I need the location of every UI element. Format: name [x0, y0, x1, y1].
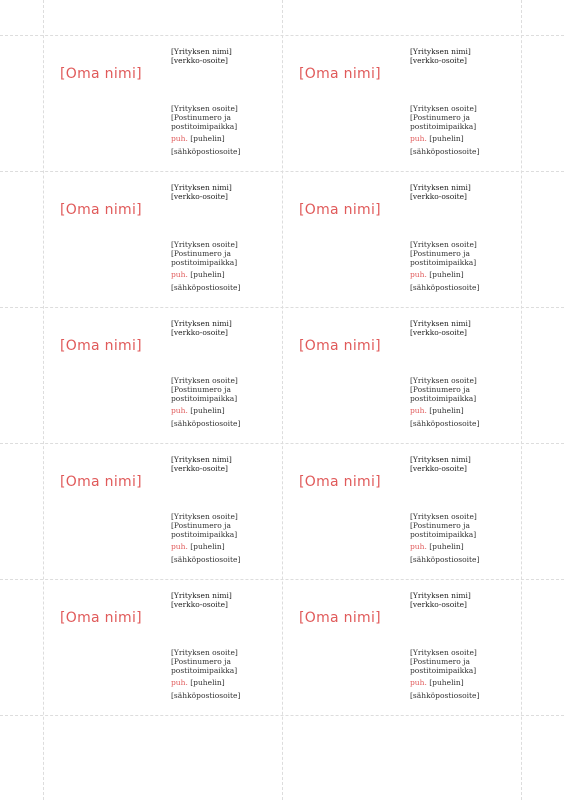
phone-label: puh.	[171, 542, 188, 551]
postal-city-line: postitoimipaikka]	[171, 666, 238, 675]
phone-label: puh.	[410, 270, 427, 279]
postal-city-line: postitoimipaikka]	[410, 258, 477, 267]
web-address: [verkko-osoite]	[171, 464, 228, 473]
phone-number: [puhelin]	[190, 270, 225, 279]
street-address: [Yrityksen osoite]	[171, 104, 238, 113]
web-address: [verkko-osoite]	[410, 464, 467, 473]
street-address: [Yrityksen osoite]	[171, 240, 238, 249]
business-card[interactable]	[43, 307, 282, 443]
phone-label: puh.	[171, 406, 188, 415]
card-owner-name: [Oma nimi]	[299, 66, 381, 82]
company-name: [Yrityksen nimi]	[171, 591, 232, 600]
phone-line	[171, 270, 240, 279]
phone-line	[171, 406, 240, 415]
postal-city-line: postitoimipaikka]	[171, 394, 238, 403]
phone-number: [puhelin]	[190, 678, 225, 687]
postal-code-line: [Postinumero ja	[171, 249, 231, 258]
postal-code-line: [Postinumero ja	[410, 385, 470, 394]
phone-number: [puhelin]	[190, 134, 225, 143]
card-owner-name: [Oma nimi]	[60, 474, 142, 490]
card-owner-name: [Oma nimi]	[60, 202, 142, 218]
web-address: [verkko-osoite]	[410, 192, 467, 201]
phone-label: puh.	[171, 134, 188, 143]
phone-label: puh.	[410, 134, 427, 143]
postal-city-line: postitoimipaikka]	[410, 122, 477, 131]
business-card[interactable]	[282, 171, 521, 307]
company-name: [Yrityksen nimi]	[171, 183, 232, 192]
phone-line	[171, 678, 240, 687]
email-address: [sähköpostiosoite]	[171, 419, 241, 428]
postal-city-line: postitoimipaikka]	[171, 258, 238, 267]
phone-number: [puhelin]	[190, 542, 225, 551]
cut-guide-horizontal	[0, 715, 564, 716]
phone-number: [puhelin]	[429, 678, 464, 687]
phone-number: [puhelin]	[429, 406, 464, 415]
street-address: [Yrityksen osoite]	[410, 648, 477, 657]
phone-line	[410, 542, 479, 551]
web-address: [verkko-osoite]	[410, 56, 467, 65]
email-address: [sähköpostiosoite]	[171, 555, 241, 564]
business-card[interactable]	[282, 443, 521, 579]
phone-line	[410, 678, 479, 687]
company-name: [Yrityksen nimi]	[171, 455, 232, 464]
company-name: [Yrityksen nimi]	[410, 591, 471, 600]
street-address: [Yrityksen osoite]	[410, 104, 477, 113]
cut-guide-vertical	[521, 0, 522, 800]
web-address: [verkko-osoite]	[410, 328, 467, 337]
postal-city-line: postitoimipaikka]	[410, 394, 477, 403]
company-name: [Yrityksen nimi]	[410, 455, 471, 464]
postal-code-line: [Postinumero ja	[410, 113, 470, 122]
phone-label: puh.	[410, 542, 427, 551]
business-card[interactable]	[282, 307, 521, 443]
email-address: [sähköpostiosoite]	[410, 283, 480, 292]
card-owner-name: [Oma nimi]	[299, 202, 381, 218]
business-card[interactable]	[43, 171, 282, 307]
phone-number: [puhelin]	[429, 270, 464, 279]
company-name: [Yrityksen nimi]	[410, 319, 471, 328]
phone-label: puh.	[171, 270, 188, 279]
phone-label: puh.	[410, 406, 427, 415]
postal-code-line: [Postinumero ja	[410, 657, 470, 666]
card-owner-name: [Oma nimi]	[299, 338, 381, 354]
company-name: [Yrityksen nimi]	[410, 183, 471, 192]
business-card[interactable]	[282, 579, 521, 715]
postal-code-line: [Postinumero ja	[171, 657, 231, 666]
business-card[interactable]	[43, 443, 282, 579]
email-address: [sähköpostiosoite]	[410, 419, 480, 428]
web-address: [verkko-osoite]	[171, 192, 228, 201]
street-address: [Yrityksen osoite]	[410, 376, 477, 385]
street-address: [Yrityksen osoite]	[171, 648, 238, 657]
card-owner-name: [Oma nimi]	[299, 610, 381, 626]
phone-number: [puhelin]	[429, 134, 464, 143]
email-address: [sähköpostiosoite]	[171, 283, 241, 292]
email-address: [sähköpostiosoite]	[171, 691, 241, 700]
web-address: [verkko-osoite]	[171, 600, 228, 609]
street-address: [Yrityksen osoite]	[410, 512, 477, 521]
email-address: [sähköpostiosoite]	[171, 147, 241, 156]
street-address: [Yrityksen osoite]	[410, 240, 477, 249]
postal-code-line: [Postinumero ja	[171, 385, 231, 394]
card-owner-name: [Oma nimi]	[60, 66, 142, 82]
card-owner-name: [Oma nimi]	[60, 610, 142, 626]
postal-city-line: postitoimipaikka]	[171, 122, 238, 131]
card-owner-name: [Oma nimi]	[299, 474, 381, 490]
phone-line	[171, 542, 240, 551]
postal-city-line: postitoimipaikka]	[410, 530, 477, 539]
phone-line	[171, 134, 240, 143]
postal-city-line: postitoimipaikka]	[171, 530, 238, 539]
postal-code-line: [Postinumero ja	[410, 249, 470, 258]
phone-number: [puhelin]	[429, 542, 464, 551]
business-card[interactable]	[282, 35, 521, 171]
company-name: [Yrityksen nimi]	[171, 319, 232, 328]
phone-label: puh.	[171, 678, 188, 687]
business-card[interactable]	[43, 35, 282, 171]
street-address: [Yrityksen osoite]	[171, 376, 238, 385]
card-owner-name: [Oma nimi]	[60, 338, 142, 354]
postal-city-line: postitoimipaikka]	[410, 666, 477, 675]
street-address: [Yrityksen osoite]	[171, 512, 238, 521]
postal-code-line: [Postinumero ja	[171, 521, 231, 530]
email-address: [sähköpostiosoite]	[410, 147, 480, 156]
phone-label: puh.	[410, 678, 427, 687]
web-address: [verkko-osoite]	[410, 600, 467, 609]
postal-code-line: [Postinumero ja	[410, 521, 470, 530]
phone-number: [puhelin]	[190, 406, 225, 415]
business-card[interactable]	[43, 579, 282, 715]
phone-line	[410, 134, 479, 143]
company-name: [Yrityksen nimi]	[171, 47, 232, 56]
email-address: [sähköpostiosoite]	[410, 555, 480, 564]
email-address: [sähköpostiosoite]	[410, 691, 480, 700]
web-address: [verkko-osoite]	[171, 56, 228, 65]
postal-code-line: [Postinumero ja	[171, 113, 231, 122]
company-name: [Yrityksen nimi]	[410, 47, 471, 56]
web-address: [verkko-osoite]	[171, 328, 228, 337]
phone-line	[410, 406, 479, 415]
phone-line	[410, 270, 479, 279]
